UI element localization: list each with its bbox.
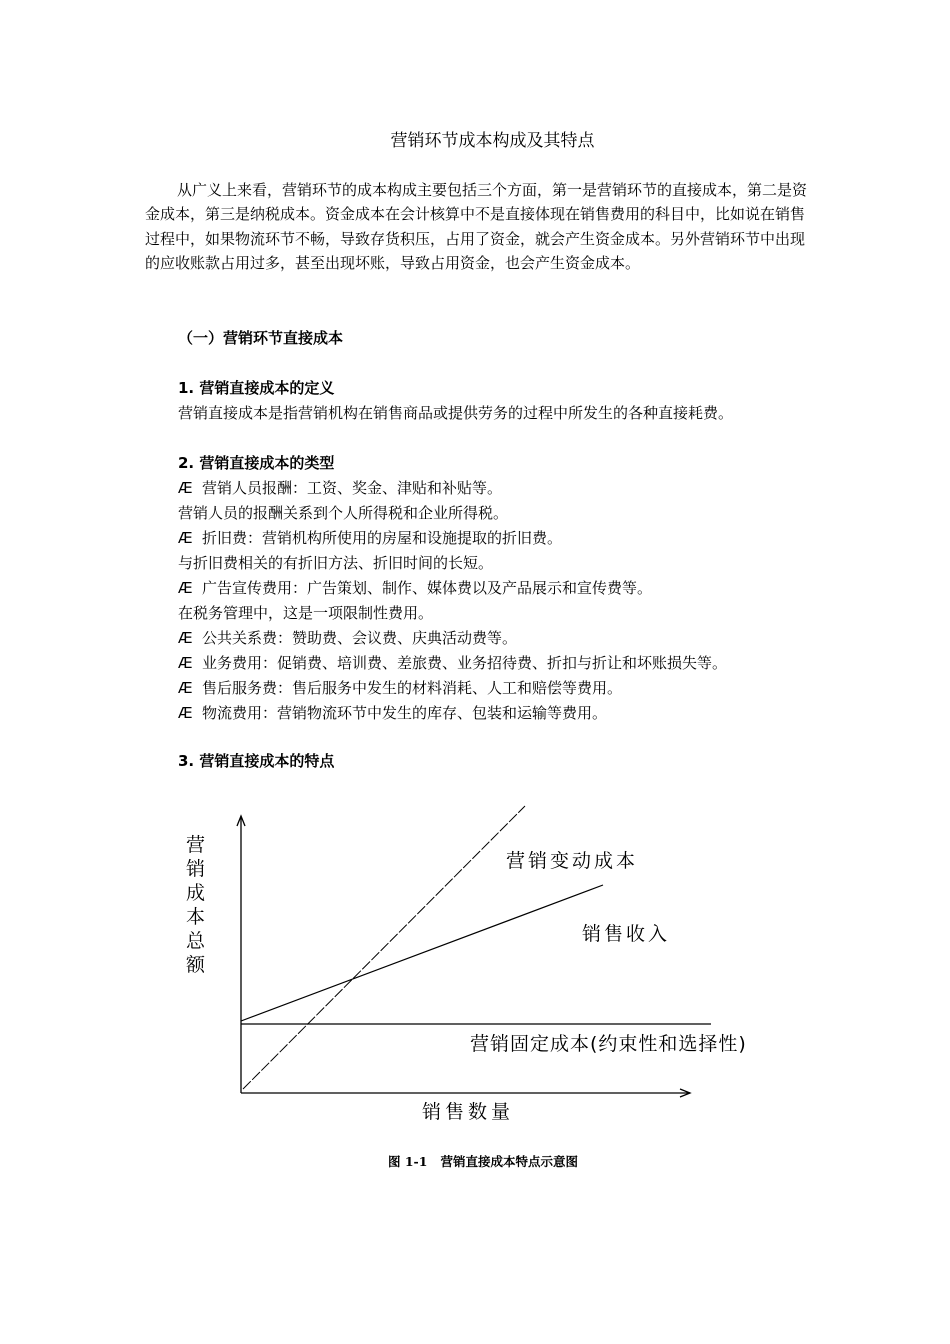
bullet-glyph: Æ: [178, 579, 193, 597]
bullet-glyph: Æ: [178, 704, 193, 722]
y-axis-label: [186, 834, 206, 976]
list-text: 业务费用：促销费、培训费、差旅费、业务招待费、折扣与折让和坏账损失等。: [202, 654, 728, 672]
y-label-char: 成: [186, 882, 206, 904]
y-label-char: 本: [186, 906, 206, 928]
subheading-types: 2. 营销直接成本的类型: [178, 454, 335, 472]
figure-caption: 图 1-1 营销直接成本特点示意图: [388, 1154, 578, 1169]
list-text: 广告宣传费用：广告策划、制作、媒体费以及产品展示和宣传费等。: [202, 579, 653, 597]
variable-cost-label: 营销变动成本: [506, 850, 639, 872]
bullet-glyph: Æ: [178, 654, 193, 672]
bullet-glyph: Æ: [178, 529, 193, 547]
list-text: 与折旧费相关的有折旧方法、折旧时间的长短。: [178, 554, 494, 572]
section-heading-1: （一）营销环节直接成本: [178, 329, 344, 347]
intro-text: 从广义上来看，营销环节的成本构成主要包括三个方面，第一是营销环节的直接成本，第二是资金成本，第三是纳税成本。资金成本在会计核算中不是直接体现在销售费用的科目中，比如说在销售过程中，如果物流环节不畅，导致存货积压，占用了资金，就会产生资金成本。另外营销环节中出现的应收账款占用过多，甚至出现坏账，导致占用资金，也会产生资金成本。: [145, 181, 808, 273]
y-label-char: 额: [186, 954, 206, 976]
list-text: 营销人员的报酬关系到个人所得税和企业所得税。: [178, 504, 509, 522]
bullet-glyph: Æ: [178, 629, 193, 647]
list-text: 在税务管理中，这是一项限制性费用。: [178, 604, 434, 622]
list-text: 折旧费：营销机构所使用的房屋和设施提取的折旧费。: [202, 529, 563, 547]
bullet-glyph: Æ: [178, 479, 193, 497]
list-text: 公共关系费：赞助费、会议费、庆典活动费等。: [202, 629, 518, 647]
y-label-char: 销: [186, 858, 206, 880]
subheading-definition: 1. 营销直接成本的定义: [178, 379, 335, 397]
revenue-label: 销售收入: [582, 923, 671, 945]
page-title: 营销环节成本构成及其特点: [390, 131, 595, 151]
y-label-char: 总: [186, 930, 206, 952]
bullet-glyph: Æ: [178, 679, 193, 697]
fixed-cost-label: 营销固定成本(约束性和选择性): [470, 1033, 747, 1055]
definition-text: 营销直接成本是指营销机构在销售商品或提供劳务的过程中所发生的各种直接耗费。: [178, 404, 734, 422]
list-text: 营销人员报酬：工资、奖金、津贴和补贴等。: [202, 479, 503, 497]
y-label-char: 营: [186, 834, 206, 856]
list-text: 物流费用：营销物流环节中发生的库存、包装和运输等费用。: [202, 704, 608, 722]
list-text: 售后服务费：售后服务中发生的材料消耗、人工和赔偿等费用。: [202, 679, 623, 697]
revenue-line: [241, 885, 603, 1021]
subheading-features: 3. 营销直接成本的特点: [178, 752, 335, 770]
x-axis-label: 销售数量: [422, 1101, 515, 1123]
